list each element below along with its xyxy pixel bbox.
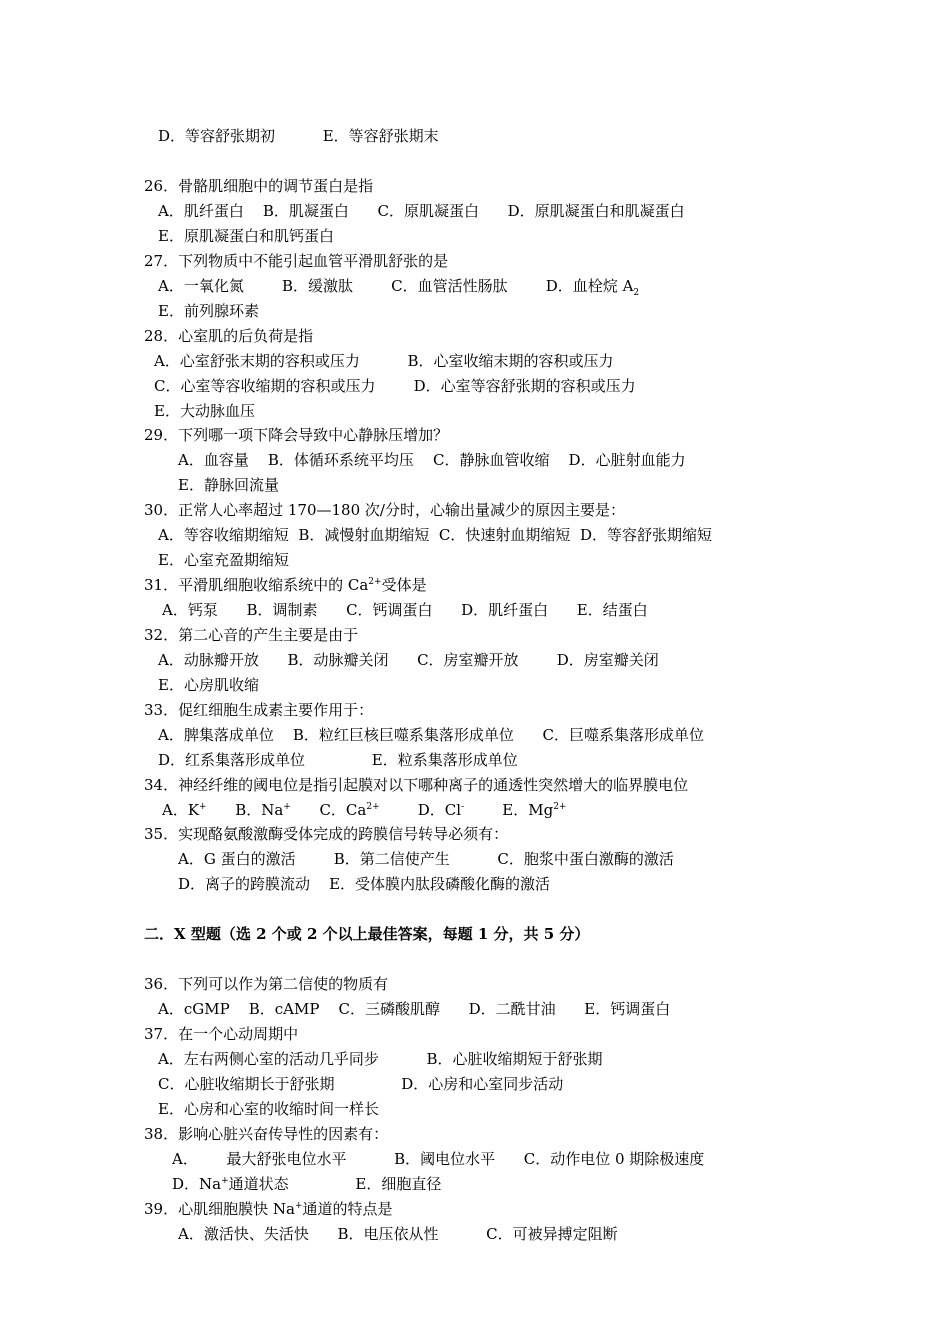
q35-question: 35．实现酪氨酸激酶受体完成的跨膜信号转导必须有： xyxy=(144,825,509,843)
section-x-heading: 二．X 型题（选 2 个或 2 个以上最佳答案，每题 1 分，共 5 分） xyxy=(144,925,590,943)
q38-question: 38．影响心脏兴奋传导性的因素有： xyxy=(144,1125,389,1143)
q30-option-e: E．心室充盈期缩短 xyxy=(158,551,289,569)
q37-option-e: E．心房和心室的收缩时间一样长 xyxy=(158,1100,379,1118)
q27-question: 27．下列物质中不能引起血管平滑肌舒张的是 xyxy=(144,252,449,270)
q27-option-e: E．前列腺环素 xyxy=(158,302,259,320)
q32-question: 32．第二心音的产生主要是由于 xyxy=(144,626,359,644)
q36-options: A．cGMP B．cAMP C．三磷酸肌醇 D．二酰甘油 E．钙调蛋白 xyxy=(158,1000,671,1018)
q29-question: 29．下列哪一项下降会导致中心静脉压增加？ xyxy=(144,426,449,444)
q38-options-d-e: D．Na+通道状态 E．细胞直径 xyxy=(172,1175,442,1193)
q39-question: 39．心肌细胞膜快 Na+通道的特点是 xyxy=(144,1200,393,1218)
q39-options: A．激活快、失活快 B．电压依从性 C．可被异搏定阻断 xyxy=(178,1225,618,1243)
q32-options-a-d: A．动脉瓣开放 B．动脉瓣关闭 C．房室瓣开放 D．房室瓣关闭 xyxy=(158,651,659,669)
q34-options: A．K+ B．Na+ C．$Ca^{2+}$ D．Cl- E．$Mg^{2+}$ xyxy=(162,801,567,819)
q26-question: 26．骨骼肌细胞中的调节蛋白是指 xyxy=(144,177,374,195)
q28-options-a-b: A．心室舒张末期的容积或压力 B．心室收缩末期的容积或压力 xyxy=(154,352,614,370)
q27-options-a-d: A．一氧化氮 B．缓激肽 C．血管活性肠肽 D．血栓烷 $A_2$ xyxy=(158,277,640,298)
q34-question: 34．神经纤维的阈电位是指引起膜对以下哪种离子的通透性突然增大的临界膜电位 xyxy=(144,776,689,794)
q33-options-d-e: D．红系集落形成单位 E．粒系集落形成单位 xyxy=(158,751,518,769)
q30-question: 30．正常人心率超过 170—180 次/分时，心输出量减少的原因主要是： xyxy=(144,501,625,519)
q29-options-a-d: A．血容量 B．体循环系统平均压 C．静脉血管收缩 D．心脏射血能力 xyxy=(178,451,686,469)
q25-options-d-e: D．等容舒张期初 E．等容舒张期末 xyxy=(158,127,439,145)
q38-options-a-c: A． 最大舒张电位水平 B．阈电位水平 C．动作电位 0 期除极速度 xyxy=(172,1150,705,1168)
q28-options-c-d: C．心室等容收缩期的容积或压力 D．心室等容舒张期的容积或压力 xyxy=(154,377,636,395)
q35-options-d-e: D．离子的跨膜流动 E．受体膜内肽段磷酸化酶的激活 xyxy=(178,875,551,893)
q30-options-a-d: A．等容收缩期缩短 B．减慢射血期缩短 C．快速射血期缩短 D．等容舒张期缩短 xyxy=(158,526,712,544)
q29-option-e: E．静脉回流量 xyxy=(178,476,279,494)
q28-question: 28．心室肌的后负荷是指 xyxy=(144,327,314,345)
q37-options-c-d: C．心脏收缩期长于舒张期 D．心房和心室同步活动 xyxy=(158,1075,564,1093)
q26-options-a-d: A．肌纤蛋白 B．肌凝蛋白 C．原肌凝蛋白 D．原肌凝蛋白和肌凝蛋白 xyxy=(158,202,685,220)
q37-question: 37．在一个心动周期中 xyxy=(144,1025,299,1043)
q26-option-e: E．原肌凝蛋白和肌钙蛋白 xyxy=(158,227,334,245)
q37-options-a-b: A．左右两侧心室的活动几乎同步 B．心脏收缩期短于舒张期 xyxy=(158,1050,603,1068)
q32-option-e: E．心房肌收缩 xyxy=(158,676,259,694)
q31-options: A．钙泵 B．调制素 C．钙调蛋白 D．肌纤蛋白 E．结蛋白 xyxy=(162,601,648,619)
q35-options-a-c: A．G 蛋白的激活 B．第二信使产生 C．胞浆中蛋白激酶的激活 xyxy=(178,850,674,868)
q28-option-e: E．大动脉血压 xyxy=(154,402,255,420)
q33-options-a-c: A．脾集落成单位 B．粒红巨核巨噬系集落形成单位 C．巨噬系集落形成单位 xyxy=(158,726,705,744)
q33-question: 33．促红细胞生成素主要作用于： xyxy=(144,701,374,719)
q31-question: 31．平滑肌细胞收缩系统中的 $Ca^{2+}$受体是 xyxy=(144,576,427,594)
q36-question: 36．下列可以作为第二信使的物质有 xyxy=(144,975,389,993)
